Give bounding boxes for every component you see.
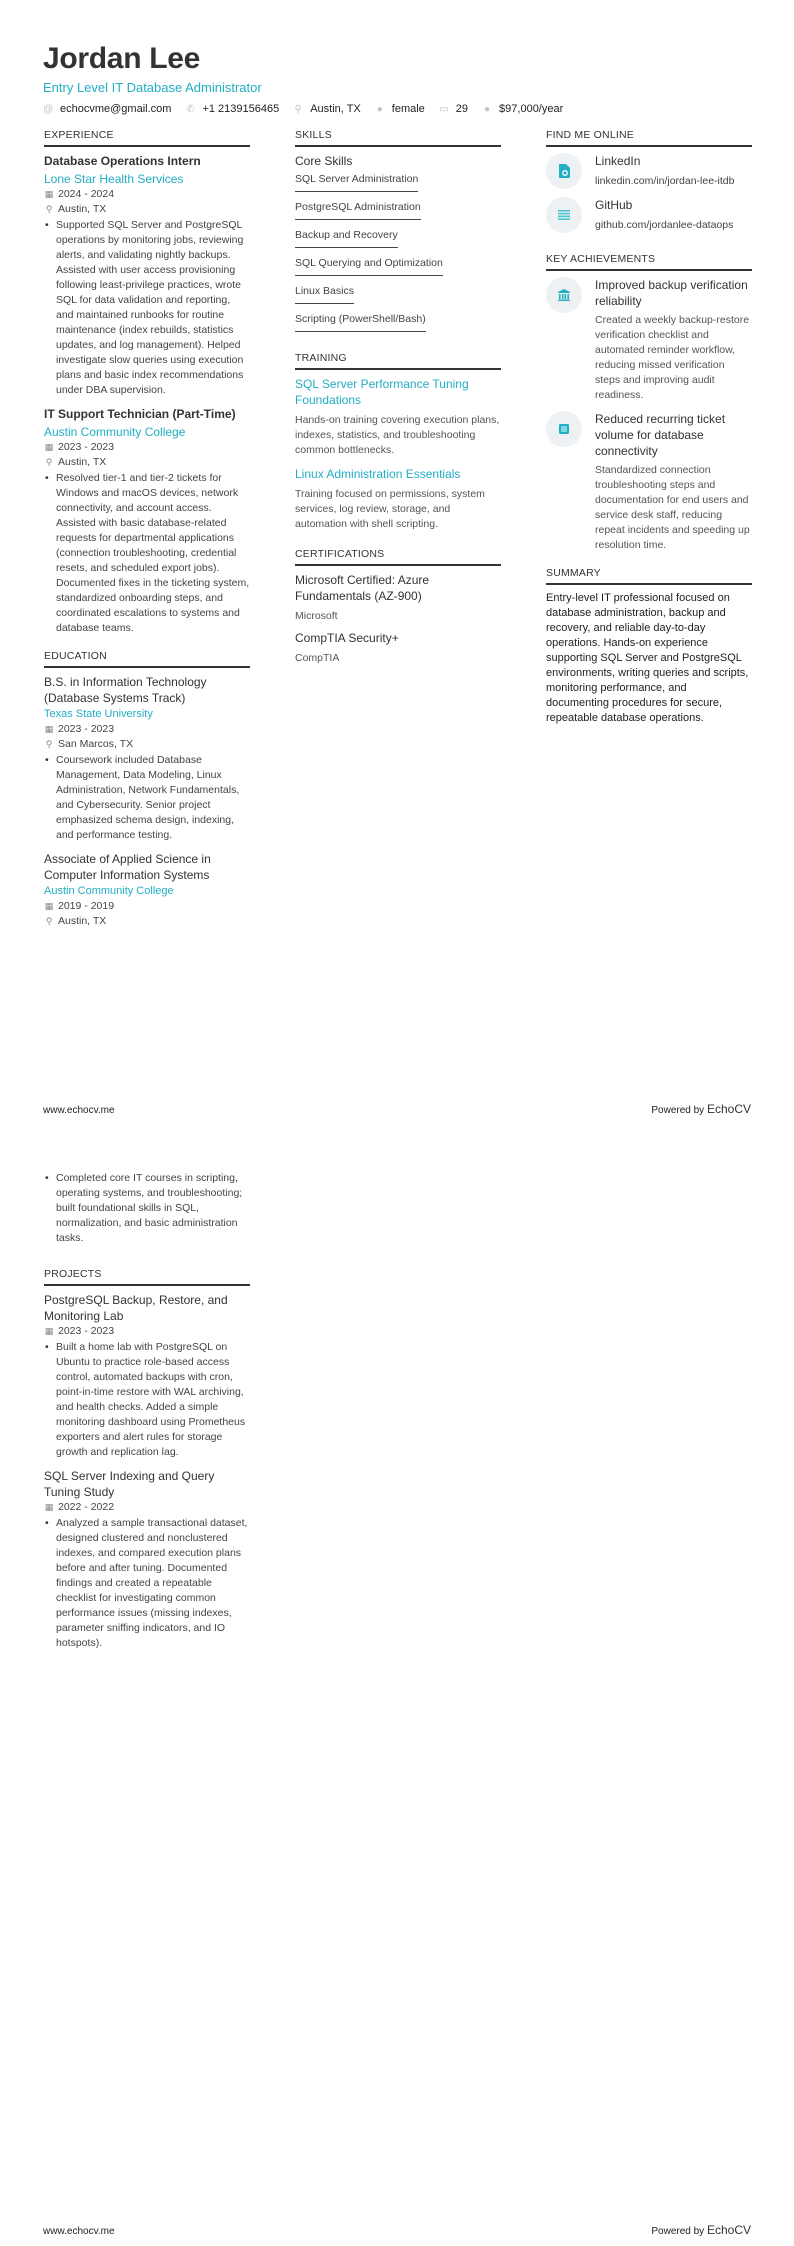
achievement-description: Standardized connection troubleshooting steps and documentation for end users and service desk staff, reducing repeat incidents and speeding up resolution time.	[595, 464, 750, 551]
achievement-item	[546, 277, 752, 403]
contact-gender	[375, 103, 425, 115]
certification-name: CompTIA Security+	[295, 631, 399, 645]
company-name: Lone Star Health Services	[44, 172, 184, 186]
website-link[interactable]: www.echocv.me	[43, 1105, 115, 1116]
company-name: Austin Community College	[44, 425, 186, 439]
edu-dates	[44, 722, 250, 737]
map-pin-icon: ⚲	[45, 457, 53, 467]
powered-by-text: Powered by	[651, 2226, 707, 2237]
link-url[interactable]: linkedin.com/in/jordan-lee-itdb	[595, 175, 735, 187]
powered-by	[651, 2223, 751, 2237]
candidate-name: Jordan Lee	[43, 42, 201, 75]
skills-list	[295, 172, 501, 340]
education-heading: EDUCATION	[44, 650, 250, 668]
bullet-item: • Completed core IT courses in scripting, operating systems, and troubleshooting; built foundational skills in SQL, normalization, and basic administration tasks.	[44, 1171, 250, 1246]
dates-text: 2019 - 2019	[58, 900, 115, 912]
website-link[interactable]: www.echocv.me	[43, 2226, 115, 2237]
dates-text: 2023 - 2023	[58, 441, 115, 453]
candidate-role: Entry Level IT Database Administrator	[43, 80, 262, 95]
person-icon: ●	[376, 103, 383, 115]
job-dates	[44, 187, 250, 202]
gender-value: female	[391, 103, 425, 115]
github-icon	[546, 197, 582, 233]
school-name: Texas State University	[44, 708, 153, 720]
location-value: Austin, TX	[310, 103, 361, 115]
edu-bullets-continued	[44, 1171, 250, 1246]
training-name: Linux Administration Essentials	[295, 467, 461, 481]
education-entry	[44, 674, 250, 843]
skill-item: PostgreSQL Administration	[295, 200, 421, 220]
edu-dates	[44, 899, 250, 914]
resume-header	[43, 42, 577, 115]
contact-bar	[43, 103, 577, 115]
project-bullets	[44, 1340, 250, 1460]
job-bullets	[44, 218, 250, 398]
calendar-icon: ▦	[44, 1326, 54, 1336]
training-description: Training focused on permissions, system services, log review, storage, and automation with shell scripting.	[295, 488, 485, 530]
education-entry	[44, 851, 250, 929]
contact-phone[interactable]	[185, 103, 279, 115]
calendar-icon: ▦	[44, 724, 54, 734]
degree-title: Associate of Applied Science in Computer Information Systems	[44, 852, 211, 882]
powered-by-text: Powered by	[651, 1105, 707, 1116]
location-text: Austin, TX	[58, 203, 107, 215]
skills-heading: SKILLS	[295, 129, 501, 147]
brand-name[interactable]: EchoCV	[706, 2223, 751, 2237]
edu-location	[44, 914, 250, 929]
project-bullets	[44, 1516, 250, 1651]
powered-by	[651, 1102, 751, 1116]
achievement-title: Reduced recurring ticket volume for database connectivity	[595, 412, 726, 458]
online-heading: FIND ME ONLINE	[546, 129, 752, 147]
experience-entry	[44, 406, 250, 636]
location-text: San Marcos, TX	[58, 738, 134, 750]
certification-issuer: CompTIA	[295, 652, 340, 664]
training-description: Hands-on training covering execution plans, indexes, statistics, and troubleshooting common bottlenecks.	[295, 414, 500, 456]
degree-title: B.S. in Information Technology (Database Systems Track)	[44, 675, 207, 705]
bank-icon	[546, 277, 582, 313]
resume-page-2	[0, 1123, 794, 2246]
job-location	[44, 202, 250, 217]
summary-heading: SUMMARY	[546, 567, 752, 585]
dates-text: 2023 - 2023	[58, 1325, 115, 1337]
job-location	[44, 455, 250, 470]
training-heading: TRAINING	[295, 352, 501, 370]
at-icon: @	[43, 103, 54, 115]
school-name: Austin Community College	[44, 885, 174, 897]
skill-item: Scripting (PowerShell/Bash)	[295, 312, 426, 332]
location-icon: ⚲	[294, 103, 302, 115]
map-pin-icon: ⚲	[45, 739, 53, 749]
experience-entry	[44, 153, 250, 398]
project-entry	[44, 1468, 250, 1651]
skill-item: Linux Basics	[295, 284, 354, 304]
page-footer	[43, 2223, 751, 2237]
bullet-item: • Supported SQL Server and PostgreSQL operations by monitoring jobs, reviewing alerts, and validating nightly backups. Assisted with user access provisioning following least-privilege practices, wrote SQL for data validation and reporting, and maintained runbooks for routine maintenance (index rebuilds, statistics updates, and log management). Helped investigate slow queries using execution plans and basic index recommendations under DBA supervision.	[44, 218, 250, 398]
dates-text: 2024 - 2024	[58, 188, 115, 200]
calendar-icon: ▭	[439, 103, 449, 115]
skill-group-title: Core Skills	[295, 154, 353, 168]
skill-item: SQL Querying and Optimization	[295, 256, 443, 276]
salary-value: $97,000/year	[499, 103, 564, 115]
online-link-github[interactable]	[546, 197, 752, 233]
dates-text: 2023 - 2023	[58, 723, 115, 735]
achievement-title: Improved backup verification reliability	[595, 278, 748, 308]
skill-item: Backup and Recovery	[295, 228, 398, 248]
calendar-icon: ▦	[44, 1502, 54, 1512]
certification-issuer: Microsoft	[295, 610, 338, 622]
project-name: PostgreSQL Backup, Restore, and Monitoring Lab	[44, 1293, 228, 1323]
salary-icon: ●	[484, 103, 491, 115]
bullet-item: • Coursework included Database Management, Data Modeling, Linux Administration, Network Fundamentals, and Cybersecurity. Senior project emphasized schema design, indexing, and performance testing.	[44, 753, 250, 843]
map-pin-icon: ⚲	[45, 204, 53, 214]
project-dates	[44, 1324, 250, 1339]
contact-email[interactable]	[43, 103, 171, 115]
job-dates	[44, 440, 250, 455]
chip-icon	[546, 411, 582, 447]
edu-bullets	[44, 753, 250, 843]
calendar-icon: ▦	[44, 189, 54, 199]
bullet-item: • Built a home lab with PostgreSQL on Ubuntu to practice role-based access control, automated backups with cron, point-in-time restore with WAL archiving, and health checks. Added a simple monitoring dashboard using Prometheus exporters and alert rules for storage growth and replication lag.	[44, 1340, 250, 1460]
contact-age	[439, 103, 468, 115]
link-url[interactable]: github.com/jordanlee-dataops	[595, 219, 734, 231]
training-name: SQL Server Performance Tuning Foundations	[295, 377, 469, 407]
location-text: Austin, TX	[58, 456, 107, 468]
left-column-continued	[44, 1170, 250, 1659]
email-value: echocvme@gmail.com	[60, 103, 172, 115]
location-text: Austin, TX	[58, 915, 107, 927]
calendar-icon: ▦	[44, 442, 54, 452]
project-entry	[44, 1292, 250, 1460]
edu-location	[44, 737, 250, 752]
achievement-description: Created a weekly backup-restore verification checklist and automated reminder workflow, reducing missed verification steps and improving audit readiness.	[595, 314, 750, 401]
certifications-heading: CERTIFICATIONS	[295, 548, 501, 566]
achievements-heading: KEY ACHIEVEMENTS	[546, 253, 752, 271]
link-label: LinkedIn	[595, 154, 641, 168]
linkedin-icon	[546, 153, 582, 189]
experience-heading: EXPERIENCE	[44, 129, 250, 147]
calendar-icon: ▦	[44, 901, 54, 911]
brand-name[interactable]: EchoCV	[706, 1102, 751, 1116]
phone-icon: ✆	[186, 103, 195, 115]
middle-column	[295, 129, 501, 672]
job-title: IT Support Technician (Part-Time)	[44, 407, 236, 421]
contact-salary	[482, 103, 563, 115]
page-footer	[43, 1102, 751, 1116]
certification-name: Microsoft Certified: Azure Fundamentals (AZ-900)	[295, 573, 430, 603]
link-label: GitHub	[595, 198, 633, 212]
dates-text: 2022 - 2022	[58, 1501, 115, 1513]
project-name: SQL Server Indexing and Query Tuning Study	[44, 1469, 215, 1499]
projects-heading: PROJECTS	[44, 1268, 250, 1286]
bullet-item: • Resolved tier-1 and tier-2 tickets for Windows and macOS devices, network connectivity, and account access. Assisted with basic database-related requests for departmental applications (connection troubleshooting, credential resets, and scheduled export jobs). Documented fixes in the ticketing system, standardized onboarding steps, and coordinated escalations to systems and database teams.	[44, 471, 250, 636]
bullet-item: • Analyzed a sample transactional dataset, designed clustered and nonclustered indexes, and compared execution plans before and after tuning. Documented findings and created a repeatable checklist for investigating common performance issues (missing indexes, parameter sniffing indicators, and IO hotspots).	[44, 1516, 250, 1651]
summary-text: Entry-level IT professional focused on database administration, backup and recovery, and reliable day-to-day operations. Hands-on experience supporting SQL Server and PostgreSQL environments, writing queries and scripts, monitoring performance, and documenting procedures for secure, repeatable database operations.	[546, 592, 749, 724]
phone-value: +1 2139156465	[202, 103, 280, 115]
map-pin-icon: ⚲	[45, 916, 53, 926]
project-dates	[44, 1500, 250, 1515]
left-column	[44, 129, 250, 937]
achievement-item	[546, 411, 752, 553]
age-value: 29	[455, 103, 469, 115]
online-link-linkedin[interactable]	[546, 153, 752, 189]
job-bullets	[44, 471, 250, 636]
skill-item: SQL Server Administration	[295, 172, 418, 192]
job-title: Database Operations Intern	[44, 154, 201, 168]
contact-location	[293, 103, 361, 115]
right-column	[546, 129, 752, 726]
